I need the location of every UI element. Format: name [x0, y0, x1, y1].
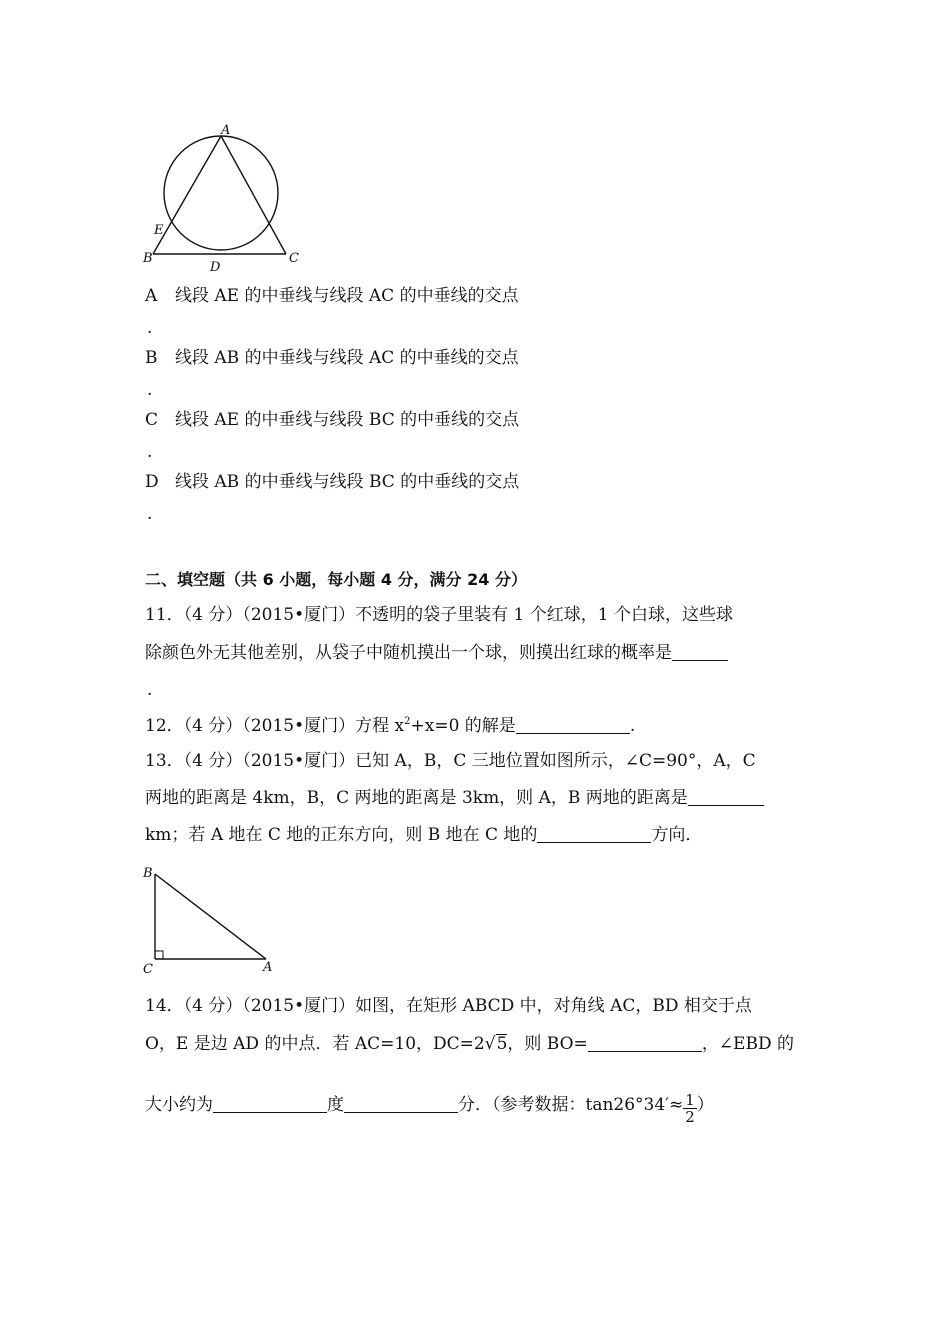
option-letter: B: [145, 348, 158, 368]
label-a: A: [221, 123, 231, 138]
q13-distance-blank[interactable]: [688, 787, 764, 806]
q11-line1: 11．（4 分）（2015•厦门）不透明的袋子里装有 1 个红球，1 个白球，这些球: [145, 605, 733, 625]
option-c-dot: .: [147, 442, 153, 462]
q12-exponent: 2: [404, 716, 411, 727]
q14-text-pre: 大小约为: [145, 1095, 213, 1115]
sqrt-value: 5: [496, 1034, 508, 1054]
q11-end: .: [147, 680, 153, 700]
q13-line1: 13．（4 分）（2015•厦门）已知 A，B，C 三地位置如图所示，∠C=90°，A，C: [145, 751, 756, 771]
option-a[interactable]: [145, 284, 519, 308]
q14-text-post: ，∠EBD 的: [701, 1034, 794, 1054]
option-letter: C: [145, 410, 159, 430]
q14-end: ）: [696, 1095, 714, 1115]
circle-triangle-figure: [140, 120, 310, 275]
q12-pre: 12．（4 分）（2015•厦门）方程 x: [145, 716, 405, 736]
side-ba: [155, 874, 266, 959]
q14-minute-blank[interactable]: [344, 1094, 458, 1113]
option-d[interactable]: [145, 470, 519, 494]
option-b-dot: .: [147, 380, 153, 400]
option-text: 线段 AB 的中垂线与线段 AC 的中垂线的交点: [175, 348, 519, 368]
option-b[interactable]: [145, 346, 519, 370]
label-c: C: [289, 251, 299, 266]
right-triangle-figure: [138, 862, 283, 977]
option-text: 线段 AE 的中垂线与线段 AC 的中垂线的交点: [175, 286, 519, 306]
option-c[interactable]: [145, 408, 519, 432]
q14-text-post: 分．（参考数据：tan26°34′≈: [458, 1095, 684, 1115]
side-ac: [221, 136, 286, 254]
label-d: D: [210, 260, 221, 275]
q14-line2: [145, 1032, 794, 1056]
fraction: [683, 1092, 697, 1125]
sqrt-sign: √: [484, 1034, 496, 1054]
q12-post: +x=0 的解是: [410, 716, 516, 736]
label-e: E: [154, 223, 164, 238]
option-letter: D: [145, 472, 159, 492]
circle: [164, 136, 278, 250]
q14-bo-blank[interactable]: [588, 1033, 702, 1052]
q13-line2: [145, 786, 764, 810]
fraction-denominator: 2: [685, 1108, 695, 1126]
right-angle-mark: [155, 951, 163, 959]
q14-line1: 14．（4 分）（2015•厦门）如图，在矩形 ABCD 中，对角线 AC，BD 相交于点: [145, 996, 752, 1016]
q14-text-mid: 度: [327, 1095, 344, 1115]
q13-text-pre: km；若 A 地在 C 地的正东方向，则 B 地在 C 地的: [145, 825, 538, 845]
q14-text-mid: ，则 BO=: [507, 1034, 588, 1054]
q12-line: [145, 714, 635, 738]
q11-text: 除颜色外无其他差别，从袋子中随机摸出一个球，则摸出红球的概率是: [145, 643, 672, 663]
q13-line3: [145, 823, 702, 847]
q13-text-post: 方向．: [651, 825, 703, 845]
q11-answer-blank[interactable]: [672, 642, 728, 661]
section-title: 二、填空题（共 6 小题，每小题 4 分，满分 24 分）: [145, 570, 527, 589]
option-letter: A: [145, 286, 158, 306]
option-d-dot: .: [147, 504, 153, 524]
label-c: C: [143, 962, 153, 977]
q12-answer-blank[interactable]: [516, 715, 630, 734]
option-a-dot: .: [147, 318, 153, 338]
option-text: 线段 AE 的中垂线与线段 BC 的中垂线的交点: [175, 410, 520, 430]
q14-line3: [145, 1092, 714, 1125]
q13-text: 两地的距离是 4km，B，C 两地的距离是 3km，则 A，B 两地的距离是: [145, 788, 688, 808]
q13-direction-blank[interactable]: [537, 824, 651, 843]
option-text: 线段 AB 的中垂线与线段 BC 的中垂线的交点: [175, 472, 520, 492]
q14-degree-blank[interactable]: [213, 1094, 327, 1113]
q11-line2: [145, 641, 728, 665]
q14-text-pre: O，E 是边 AD 的中点．若 AC=10，DC=2: [145, 1034, 485, 1054]
label-b: B: [143, 251, 153, 266]
fraction-numerator: 1: [685, 1091, 695, 1109]
label-b: B: [143, 866, 153, 881]
q12-end: .: [629, 716, 636, 736]
label-a: A: [263, 960, 273, 975]
